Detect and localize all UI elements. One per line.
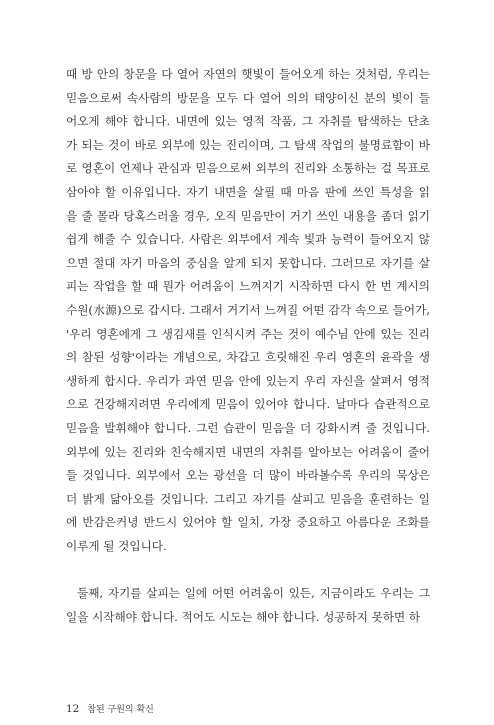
text-line: 일을 시작해야 합니다. 적어도 시도는 해야 합니다. 성공하지 못하면 하 bbox=[66, 610, 421, 625]
text-line: 들 것입니다. 외부에서 오는 광선을 더 많이 바라볼수록 우리의 묵상은 bbox=[66, 468, 430, 483]
text-line: 을 줄 몰라 당혹스러울 경우, 오직 믿음만이 거기 쓰인 내용을 좀더 읽기 bbox=[66, 208, 430, 223]
text-line: 믿음을 발휘해야 합니다. 그런 습관이 믿음을 더 강화시켜 줄 것입니다. bbox=[66, 420, 430, 435]
text-line: 에 반감은커녕 반드시 있어야 할 일치, 가장 중요하고 아름다운 조화를 bbox=[66, 515, 430, 530]
text-line: 이루게 될 것입니다. bbox=[66, 538, 167, 553]
text-line: 의 참된 성향'이라는 개념으로, 차갑고 흐릿해진 우리 영혼의 윤곽을 생 bbox=[66, 350, 430, 365]
text-line: 때 방 안의 창문을 다 열어 자연의 햇빛이 들어오게 하는 것처럼, 우리는 bbox=[66, 67, 430, 81]
text-line: '우리 영혼에게 그 생김새를 인식시켜 주는 것이 예수님 안에 있는 진리 bbox=[66, 326, 430, 341]
text-line: 피는 작업을 할 때 뭔가 어려움이 느껴지기 시작하면 다시 한 번 계시의 bbox=[66, 279, 430, 294]
text-line: 가 되는 것이 바로 외부에 있는 진리이며, 그 탐색 작업의 불명료함이 바 bbox=[66, 137, 430, 152]
text-line: 수원(水源)으로 갑시다. 그래서 거기서 느껴질 어떤 감각 속으로 들어가, bbox=[66, 302, 430, 317]
text-line: 쉽게 해줄 수 있습니다. 사람은 외부에서 계속 빛과 능력이 들어오지 않 bbox=[66, 232, 430, 247]
text-line: 둘째, 자기를 살피는 일에 어떤 어려움이 있든, 지금이라도 우리는 그 bbox=[77, 586, 430, 601]
running-title: 참된 구원의 확신 bbox=[87, 705, 154, 715]
text-line: 으로 건강해지려면 우리에게 믿음이 있어야 합니다. 날마다 습관적으로 bbox=[66, 397, 430, 412]
paragraph-1 bbox=[66, 63, 430, 558]
body-text bbox=[66, 63, 430, 630]
text-line: 믿음으로써 속사람의 방문을 모두 다 열어 의의 태양이신 분의 빛이 들 bbox=[66, 90, 430, 105]
text-line: 로 영혼이 언제나 관심과 믿음으로써 외부의 진리와 소통하는 걸 목표로 bbox=[66, 161, 430, 176]
text-line: 외부에 있는 진리와 친숙해지면 내면의 자취를 알아보는 어려움이 줄어 bbox=[66, 444, 430, 459]
text-line: 더 밝게 닮아오를 것입니다. 그리고 자기를 살피고 믿음을 훈련하는 일 bbox=[66, 491, 430, 506]
page-footer bbox=[66, 702, 154, 715]
text-line: 삼아야 할 이유입니다. 자기 내면을 살필 때 마음 판에 쓰인 특성을 읽 bbox=[66, 184, 430, 199]
paragraph-2 bbox=[66, 582, 430, 629]
text-line: 어오게 해야 합니다. 내면에 있는 영적 작품, 그 자취를 탐색하는 단초 bbox=[66, 114, 430, 129]
text-line: 생하게 합시다. 우리가 과연 믿음 안에 있는지 우리 자신을 살펴서 영적 bbox=[66, 373, 430, 388]
text-line: 으면 절대 자기 마음의 중심을 알게 되지 못합니다. 그러므로 자기를 살 bbox=[66, 255, 430, 270]
paragraph-gap bbox=[66, 558, 430, 582]
page-number: 12 bbox=[66, 703, 80, 715]
